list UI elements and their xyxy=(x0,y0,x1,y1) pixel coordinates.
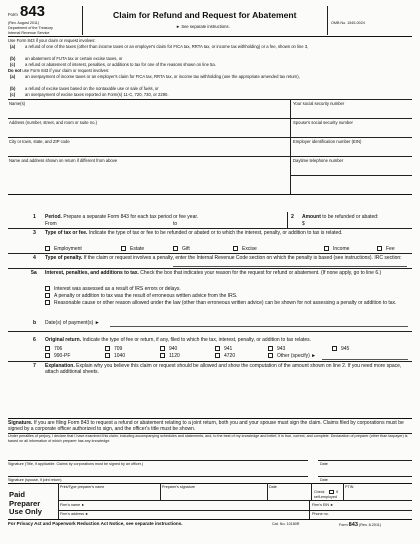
checkbox-941[interactable] xyxy=(215,346,220,351)
catalog-number: Cat. No. 10180R xyxy=(272,521,300,526)
ssn-field-label: Your social security number xyxy=(293,100,345,106)
firm-name-field[interactable] xyxy=(82,501,307,508)
line-1-from-field[interactable] xyxy=(62,220,170,227)
checkbox-940[interactable] xyxy=(160,346,165,351)
option-employment: Employment xyxy=(54,246,82,252)
line-1-to-label: to xyxy=(173,221,178,227)
return-4720: 4720 xyxy=(224,353,236,359)
line-3-text: Type of tax or fee. Indicate the type of tax or fee to be refunded or abated or to which the interest, penalty, or addition to tax is related. xyxy=(45,229,343,236)
donot-a-label: (a) xyxy=(10,74,16,79)
checkbox-945[interactable] xyxy=(332,346,337,351)
return-941: 941 xyxy=(224,346,233,352)
checkbox-irs-errors[interactable] xyxy=(45,286,50,291)
return-990pf: 990-PF xyxy=(54,353,71,359)
omb-number: OMB No. 1545-0024 xyxy=(331,21,365,25)
explanation-area[interactable] xyxy=(45,375,408,415)
spouse-ssn-label: Spouse's social security number xyxy=(293,119,353,125)
line-3-number: 3 xyxy=(33,229,36,236)
phone-field-label: Daytime telephone number xyxy=(293,157,344,163)
preparer-name-label: Print/Type preparer's name xyxy=(60,484,105,489)
reason-reasonable-cause: Reasonable cause or other reason allowed under the law (other than erroneous written advice) can be shown for not assessing a penalty or addition to tax. xyxy=(54,299,397,306)
donot-a-text: an overpayment of income taxes or an employer's claim for FICA tax, RRTA tax, or income tax withholding (use the appropriate amended tax return), xyxy=(25,74,300,79)
use-c-label: (c) xyxy=(10,62,16,67)
option-excise: Excise xyxy=(242,246,257,252)
line-1-number: 1 xyxy=(33,214,36,220)
line-7-text: Explanation. Explain why you believe this claim or request should be allowed and show the computation of the amount shown on line 2. If you need more space, attach additional sheets. xyxy=(45,362,402,375)
return-name-field[interactable] xyxy=(9,163,287,193)
reason-irs-errors: Interest was assessed as a result of IRS errors or delays. xyxy=(54,285,181,292)
return-709: 709 xyxy=(114,346,123,352)
self-employed-label: self-employed xyxy=(314,494,337,499)
ptin-field[interactable] xyxy=(345,490,409,498)
return-943: 943 xyxy=(277,346,286,352)
department: Department of the Treasury xyxy=(8,26,53,30)
firm-address-label: Firm's address ► xyxy=(60,512,89,516)
line-1-text: Period. Prepare a separate Form 843 for each tax period or fee year. xyxy=(45,214,199,220)
option-estate: Estate xyxy=(130,246,145,252)
ptin-label: PTIN xyxy=(345,484,354,489)
line-2-amount-field[interactable] xyxy=(308,220,408,227)
checkbox-990pf[interactable] xyxy=(45,353,50,358)
line-4-number: 4 xyxy=(33,254,36,261)
use-only-label: Use Only xyxy=(9,507,42,516)
checkbox-income[interactable] xyxy=(324,246,329,251)
line-2-dollar: $ xyxy=(302,221,305,227)
form-revision: (Rev. August 2011) xyxy=(8,21,40,25)
checkbox-709[interactable] xyxy=(105,346,110,351)
checkbox-excise[interactable] xyxy=(233,246,238,251)
return-940: 940 xyxy=(169,346,178,352)
line-1-from-label: From xyxy=(45,221,57,227)
option-fee: Fee xyxy=(386,246,395,252)
name-field[interactable] xyxy=(9,106,287,117)
line-5b-number: b xyxy=(33,320,37,326)
preparer-date-label: Date xyxy=(269,484,277,489)
reason-erroneous-advice: A penalty or addition to tax was the result of erroneous written advice from the IRS. xyxy=(54,292,238,299)
return-945: 945 xyxy=(341,346,350,352)
line-7-number: 7 xyxy=(33,362,36,369)
do-not-heading: Do not use Form 843 if your claim or request involves: xyxy=(8,68,110,73)
firm-address-field[interactable] xyxy=(86,511,307,518)
signature-date-line[interactable] xyxy=(318,460,412,461)
checkbox-1040[interactable] xyxy=(105,353,110,358)
spouse-ssn-field[interactable] xyxy=(293,125,409,136)
return-706: 706 xyxy=(54,346,63,352)
firm-name-label: Firm's name ► xyxy=(60,502,85,507)
donot-b-text: a refund of excise taxes based on the nontaxable use or sale of fuels, or xyxy=(25,86,159,91)
preparer-name-field[interactable] xyxy=(60,490,158,498)
phone-no-label: Phone no. xyxy=(312,512,329,516)
name-field-label: Name(s) xyxy=(9,100,26,106)
checkbox-fee[interactable] xyxy=(377,246,382,251)
line-6-number: 6 xyxy=(33,337,36,343)
use-b-label: (b) xyxy=(10,56,16,61)
spouse-date-line[interactable] xyxy=(318,476,412,477)
return-other: Other (specify) ► xyxy=(277,353,317,359)
address-field-label: Address (number, street, and room or suite no.) xyxy=(9,119,97,125)
phone-field[interactable] xyxy=(293,163,409,174)
line-5b-text: Date(s) of payment(s) ► xyxy=(45,320,100,326)
privacy-notice: For Privacy Act and Paperwork Reduction Act Notice, see separate instructions. xyxy=(8,521,183,526)
donot-c-text: an overpayment of excise taxes reported on Form(s) 11-C, 720, 730, or 2290. xyxy=(25,92,169,97)
return-1040: 1040 xyxy=(114,353,126,359)
checkbox-erroneous-advice[interactable] xyxy=(45,293,50,298)
firm-ein-label: Firm's EIN ► xyxy=(312,502,334,507)
preparer-signature-label: Preparer's signature xyxy=(162,484,196,489)
see-instructions: ► See separate instructions. xyxy=(176,24,230,29)
checkbox-reasonable-cause[interactable] xyxy=(45,300,50,305)
ein-field-label: Employer identification number (EIN) xyxy=(293,138,362,144)
return-name-label: Name and address shown on return if different from above xyxy=(9,157,118,163)
line-6-text: Original return. Indicate the type of fee or return, if any, filed to which the tax, interest, penalty, or addition to tax relates. xyxy=(45,337,312,343)
use-a-label: (a) xyxy=(10,44,16,49)
line-1-to-field[interactable] xyxy=(180,220,285,227)
check-label: Check xyxy=(314,490,325,494)
checkbox-estate[interactable] xyxy=(121,246,126,251)
donot-b-label: (b) xyxy=(10,86,16,91)
signature-title-label: Signature (Title, if applicable. Claims by corporations must be signed by an officer.) xyxy=(8,461,144,466)
paid-label: Paid xyxy=(9,490,26,499)
irs-label: Internal Revenue Service xyxy=(8,30,50,35)
checkbox-employment[interactable] xyxy=(45,246,50,251)
city-field[interactable] xyxy=(9,144,287,155)
line-5a-text: Interest, penalties, and additions to tax. Check the box that indicates your reason for the request for refund or abatement. (If none apply, go to line 6.) xyxy=(45,269,382,276)
use-a-text: a refund of one of the taxes (other than income taxes or an employer's claim for FICA tax, RRTA tax, or income tax withholding) or a fee, shown on line 3, xyxy=(25,44,309,49)
perjury-statement: Under penalties of perjury, I declare that I have examined this claim, including accompanying schedules and statements, and, to the best of my knowledge and belief, it is true, correct, and complete. Declaration of preparer (other than taxpayer) is based on all information of which preparer has any knowledge. xyxy=(8,434,408,443)
signature-date-label: Date xyxy=(320,461,328,466)
spouse-signature-label: Signature (spouse, if joint return) xyxy=(8,477,62,482)
line-5a-number: 5a xyxy=(31,269,37,276)
checkbox-706[interactable] xyxy=(45,346,50,351)
form-label: Form xyxy=(8,12,18,17)
option-income: Income xyxy=(333,246,350,252)
address-field[interactable] xyxy=(9,125,287,136)
line-2-text: Amount to be refunded or abated: xyxy=(302,214,379,220)
checkbox-1120[interactable] xyxy=(160,353,165,358)
firm-ein-field[interactable] xyxy=(336,501,409,508)
form-title: Claim for Refund and Request for Abatement xyxy=(113,10,297,20)
use-b-text: an abatement of FUTA tax or certain excise taxes, or xyxy=(25,56,123,61)
preparer-signature-field[interactable] xyxy=(162,490,265,498)
city-field-label: City or town, state, and ZIP code xyxy=(9,138,70,144)
use-c-text: a refund or abatement of interest, penalties, or additions to tax for one of the reasons shown on line 5a. xyxy=(25,62,216,67)
preparer-label: Preparer xyxy=(9,498,41,508)
donot-c-label: (c) xyxy=(10,92,16,97)
checkbox-other[interactable] xyxy=(268,353,273,358)
spouse-date-label: Date xyxy=(320,477,328,482)
line-2-number: 2 xyxy=(291,214,294,220)
irc-section-field[interactable] xyxy=(173,266,407,267)
signature-instructions: Signature. If you are filing Form 843 to request a refund or abatement relating to a joint return, both you and your spouse must sign the claim. Claims filed by corporations must be signed by a corporate officer authorized to sign, and the officer's title must be shown. xyxy=(8,420,404,433)
return-1120: 1120 xyxy=(169,353,180,359)
use-if-heading: Use Form 843 if your claim or request involves: xyxy=(8,38,96,43)
self-employed-checkbox[interactable] xyxy=(329,490,334,495)
line-4-text: Type of penalty. If the claim or request involves a penalty, enter the Internal Revenue Code section on which the penalty is based (see instructions). IRC section: xyxy=(45,254,402,261)
checkbox-gift[interactable] xyxy=(173,246,178,251)
ssn-field[interactable] xyxy=(293,106,409,117)
ein-field[interactable] xyxy=(293,144,409,155)
footer-form-id: Form 843 (Rev. 8-2011) xyxy=(339,521,382,528)
preparer-phone-field[interactable] xyxy=(333,511,409,518)
checkbox-943[interactable] xyxy=(268,346,273,351)
payment-dates-field[interactable] xyxy=(110,326,408,327)
form-number: 843 xyxy=(20,3,46,20)
if-label: if xyxy=(336,490,338,494)
option-gift: Gift xyxy=(182,246,190,252)
other-specify-field[interactable] xyxy=(322,359,408,360)
checkbox-4720[interactable] xyxy=(215,353,220,358)
